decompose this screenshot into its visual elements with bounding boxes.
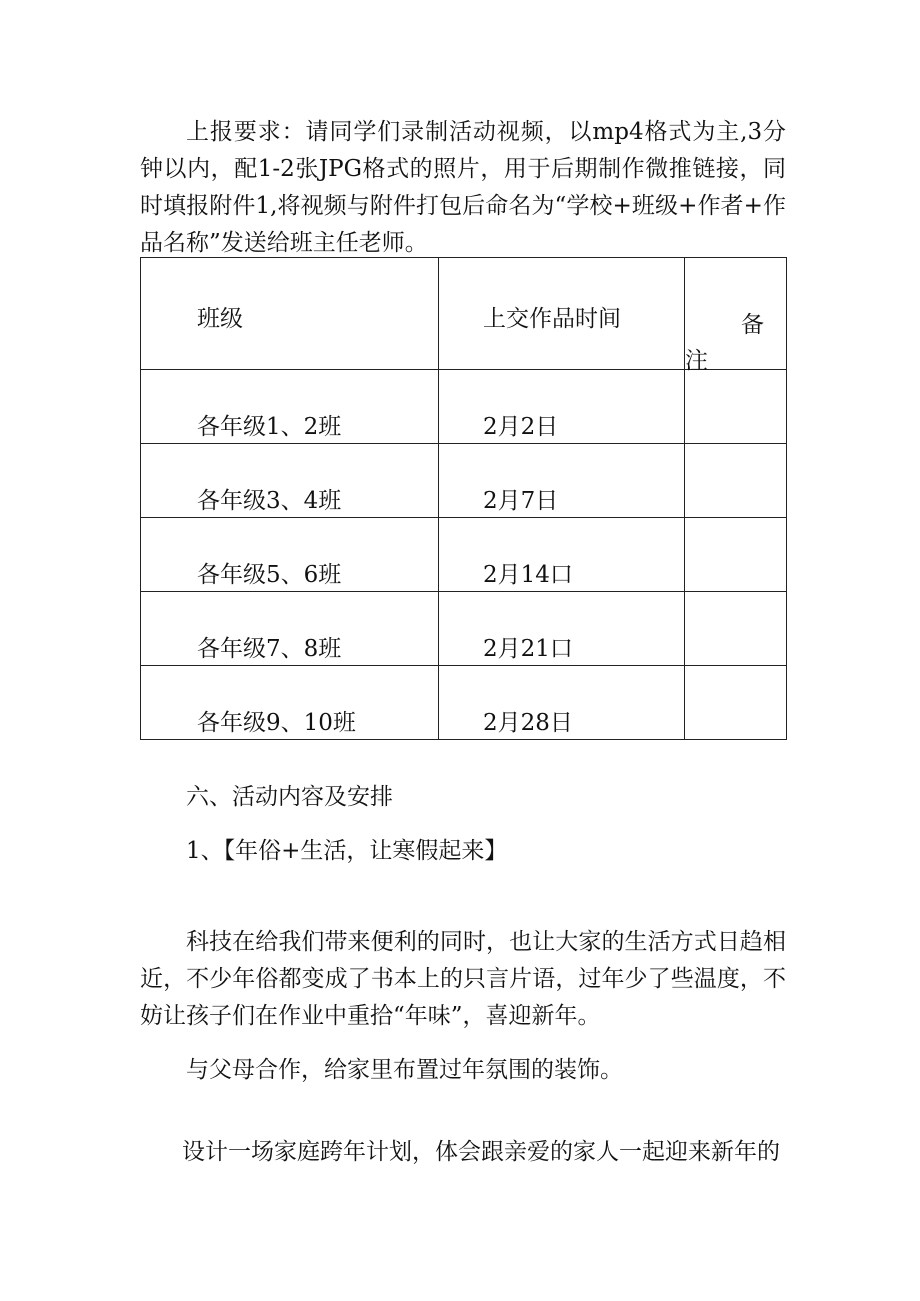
table-row <box>141 518 787 592</box>
row-class: 各年级3、4班 <box>141 444 439 518</box>
row-class: 各年级5、6班 <box>141 518 439 592</box>
row-class: 各年级7、8班 <box>141 592 439 666</box>
row-time: 2月21口 <box>439 592 685 666</box>
row-time: 2月2日 <box>439 370 685 444</box>
row-class: 各年级1、2班 <box>141 370 439 444</box>
table-row <box>141 666 787 740</box>
parents-cooperation-paragraph: 与父母合作，给家里布置过年氛围的装饰。 <box>186 1057 623 1083</box>
row-note <box>685 592 787 666</box>
row-note <box>685 370 787 444</box>
technology-paragraph: 科技在给我们带来便利的同时，也让大家的生活方式日趋相近，不少年俗都变成了书本上的只言片语，过年少了些温度，不妨让孩子们在作业中重拾“年味”，喜迎新年。 <box>140 929 786 1029</box>
row-time: 2月7日 <box>439 444 685 518</box>
row-note <box>685 666 787 740</box>
header-submit-time: 上交作品时间 <box>439 258 685 370</box>
table-header-row <box>141 258 787 370</box>
header-remarks-line1: 备 <box>741 312 764 338</box>
row-time: 2月28日 <box>439 666 685 740</box>
section-six-heading: 六、活动内容及安排 <box>186 784 393 810</box>
row-note <box>685 444 787 518</box>
table-row <box>141 444 787 518</box>
table-row <box>141 592 787 666</box>
header-remarks <box>685 258 787 374</box>
submission-schedule-table <box>140 257 787 740</box>
family-plan-paragraph: 设计一场家庭跨年计划，体会跟亲爱的家人一起迎来新年的 <box>182 1139 780 1165</box>
header-class: 班级 <box>141 258 439 370</box>
table-row <box>141 370 787 444</box>
submission-requirements-paragraph: 上报要求：请同学们录制活动视频，以mp4格式为主,3分钟以内，配1-2张JPG格式的照片，用于后期制作微推链接，同时填报附件1,将视频与附件打包后命名为“学校+班级+作者+作品名称”发送给班主任老师。 <box>140 119 786 256</box>
header-remarks-line2: 注 <box>685 348 708 374</box>
row-note <box>685 518 787 592</box>
row-class: 各年级9、10班 <box>141 666 439 740</box>
section-one-heading: 1、【年俗+生活，让寒假起来】 <box>186 838 508 864</box>
row-time: 2月14口 <box>439 518 685 592</box>
